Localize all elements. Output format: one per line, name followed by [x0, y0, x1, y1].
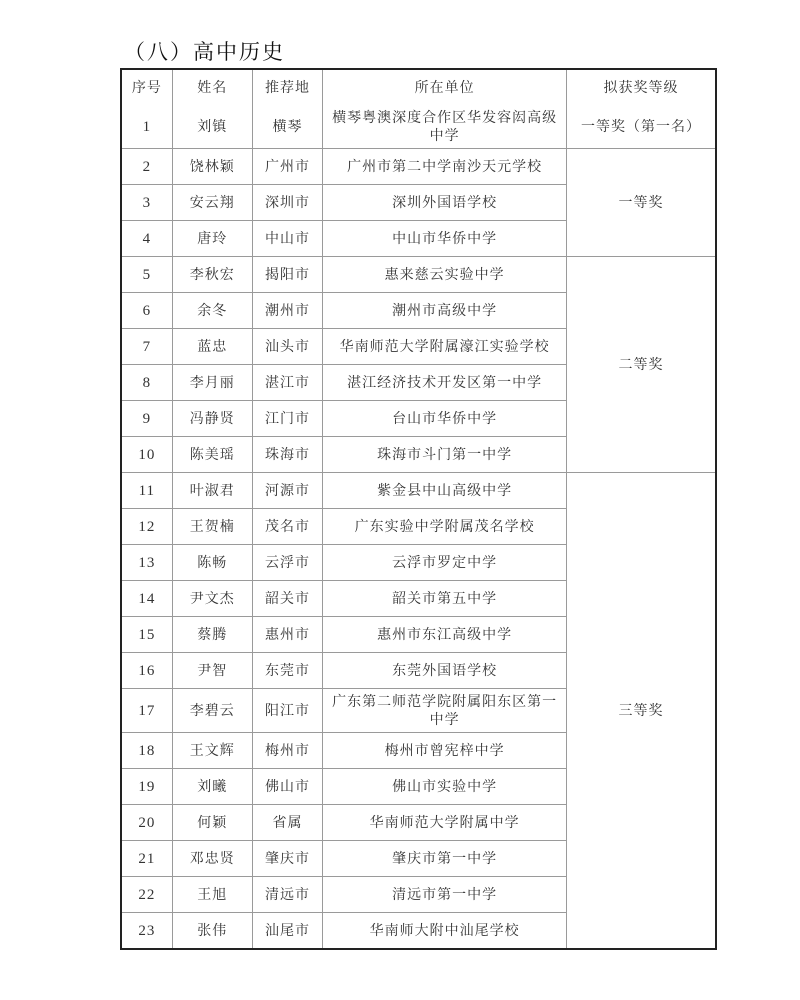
cell-no: 18 — [121, 733, 172, 769]
header-unit: 所在单位 — [323, 69, 567, 106]
cell-no: 13 — [121, 545, 172, 581]
cell-no: 22 — [121, 877, 172, 913]
cell-place: 珠海市 — [252, 437, 322, 473]
cell-place: 横琴 — [252, 106, 322, 149]
cell-no: 8 — [121, 365, 172, 401]
cell-no: 15 — [121, 617, 172, 653]
cell-no: 12 — [121, 509, 172, 545]
cell-name: 李月丽 — [172, 365, 252, 401]
cell-name: 冯静贤 — [172, 401, 252, 437]
cell-place: 肇庆市 — [252, 841, 322, 877]
cell-place: 揭阳市 — [252, 257, 322, 293]
award-group-second: 二等奖 — [566, 257, 716, 473]
cell-no: 2 — [121, 149, 172, 185]
cell-unit: 横琴粤澳深度合作区华发容闳高级中学 — [323, 106, 567, 149]
cell-name: 王贺楠 — [172, 509, 252, 545]
cell-name: 饶林颖 — [172, 149, 252, 185]
cell-unit: 韶关市第五中学 — [323, 581, 567, 617]
cell-place: 韶关市 — [252, 581, 322, 617]
award-group-first: 一等奖 — [566, 149, 716, 257]
cell-no: 20 — [121, 805, 172, 841]
cell-unit: 东莞外国语学校 — [323, 653, 567, 689]
cell-no: 19 — [121, 769, 172, 805]
cell-no: 7 — [121, 329, 172, 365]
cell-no: 3 — [121, 185, 172, 221]
cell-name: 唐玲 — [172, 221, 252, 257]
table-row — [121, 149, 716, 185]
header-award: 拟获奖等级 — [566, 69, 716, 106]
cell-name: 刘曦 — [172, 769, 252, 805]
cell-no: 9 — [121, 401, 172, 437]
cell-name: 邓忠贤 — [172, 841, 252, 877]
cell-no: 23 — [121, 913, 172, 950]
cell-name: 何颖 — [172, 805, 252, 841]
cell-no: 1 — [121, 106, 172, 149]
header-name: 姓名 — [172, 69, 252, 106]
cell-no: 11 — [121, 473, 172, 509]
table-row — [121, 473, 716, 509]
cell-unit: 清远市第一中学 — [323, 877, 567, 913]
cell-unit: 佛山市实验中学 — [323, 769, 567, 805]
cell-name: 李秋宏 — [172, 257, 252, 293]
cell-name: 安云翔 — [172, 185, 252, 221]
cell-name: 蔡腾 — [172, 617, 252, 653]
cell-no: 6 — [121, 293, 172, 329]
header-place: 推荐地 — [252, 69, 322, 106]
cell-place: 广州市 — [252, 149, 322, 185]
cell-name: 刘镇 — [172, 106, 252, 149]
cell-unit: 潮州市高级中学 — [323, 293, 567, 329]
cell-place: 清远市 — [252, 877, 322, 913]
cell-unit: 梅州市曾宪梓中学 — [323, 733, 567, 769]
cell-place: 中山市 — [252, 221, 322, 257]
cell-place: 汕头市 — [252, 329, 322, 365]
cell-unit: 华南师范大学附属濠江实验学校 — [323, 329, 567, 365]
cell-unit: 珠海市斗门第一中学 — [323, 437, 567, 473]
cell-no: 4 — [121, 221, 172, 257]
cell-name: 陈畅 — [172, 545, 252, 581]
cell-unit: 惠来慈云实验中学 — [323, 257, 567, 293]
cell-name: 尹智 — [172, 653, 252, 689]
cell-place: 省属 — [252, 805, 322, 841]
cell-name: 陈美瑶 — [172, 437, 252, 473]
cell-unit: 湛江经济技术开发区第一中学 — [323, 365, 567, 401]
cell-place: 茂名市 — [252, 509, 322, 545]
cell-name: 张伟 — [172, 913, 252, 950]
cell-place: 惠州市 — [252, 617, 322, 653]
cell-place: 汕尾市 — [252, 913, 322, 950]
cell-unit: 台山市华侨中学 — [323, 401, 567, 437]
cell-unit: 中山市华侨中学 — [323, 221, 567, 257]
cell-unit: 深圳外国语学校 — [323, 185, 567, 221]
cell-unit: 华南师范大学附属中学 — [323, 805, 567, 841]
cell-place: 佛山市 — [252, 769, 322, 805]
cell-unit: 紫金县中山高级中学 — [323, 473, 567, 509]
cell-unit: 云浮市罗定中学 — [323, 545, 567, 581]
cell-place: 湛江市 — [252, 365, 322, 401]
cell-place: 阳江市 — [252, 689, 322, 733]
cell-name: 王旭 — [172, 877, 252, 913]
cell-place: 深圳市 — [252, 185, 322, 221]
cell-award: 一等奖（第一名） — [566, 106, 716, 149]
cell-unit: 惠州市东江高级中学 — [323, 617, 567, 653]
cell-name: 尹文杰 — [172, 581, 252, 617]
cell-place: 江门市 — [252, 401, 322, 437]
cell-unit: 广州市第二中学南沙天元学校 — [323, 149, 567, 185]
cell-name: 李碧云 — [172, 689, 252, 733]
section-title: （八）高中历史 — [124, 40, 285, 64]
cell-no: 21 — [121, 841, 172, 877]
table-row — [121, 106, 716, 149]
cell-place: 云浮市 — [252, 545, 322, 581]
cell-place: 东莞市 — [252, 653, 322, 689]
award-group-third: 三等奖 — [566, 473, 716, 950]
cell-unit: 广东实验中学附属茂名学校 — [323, 509, 567, 545]
table-header-row — [121, 69, 716, 106]
cell-no: 14 — [121, 581, 172, 617]
cell-place: 潮州市 — [252, 293, 322, 329]
cell-unit: 肇庆市第一中学 — [323, 841, 567, 877]
cell-name: 叶淑君 — [172, 473, 252, 509]
cell-name: 蓝忠 — [172, 329, 252, 365]
header-no: 序号 — [121, 69, 172, 106]
cell-no: 5 — [121, 257, 172, 293]
cell-name: 王文辉 — [172, 733, 252, 769]
cell-place: 河源市 — [252, 473, 322, 509]
cell-no: 17 — [121, 689, 172, 733]
cell-unit: 广东第二师范学院附属阳东区第一中学 — [323, 689, 567, 733]
cell-name: 余冬 — [172, 293, 252, 329]
cell-unit: 华南师大附中汕尾学校 — [323, 913, 567, 950]
table-row — [121, 257, 716, 293]
cell-no: 16 — [121, 653, 172, 689]
cell-no: 10 — [121, 437, 172, 473]
award-table — [120, 68, 717, 950]
cell-place: 梅州市 — [252, 733, 322, 769]
